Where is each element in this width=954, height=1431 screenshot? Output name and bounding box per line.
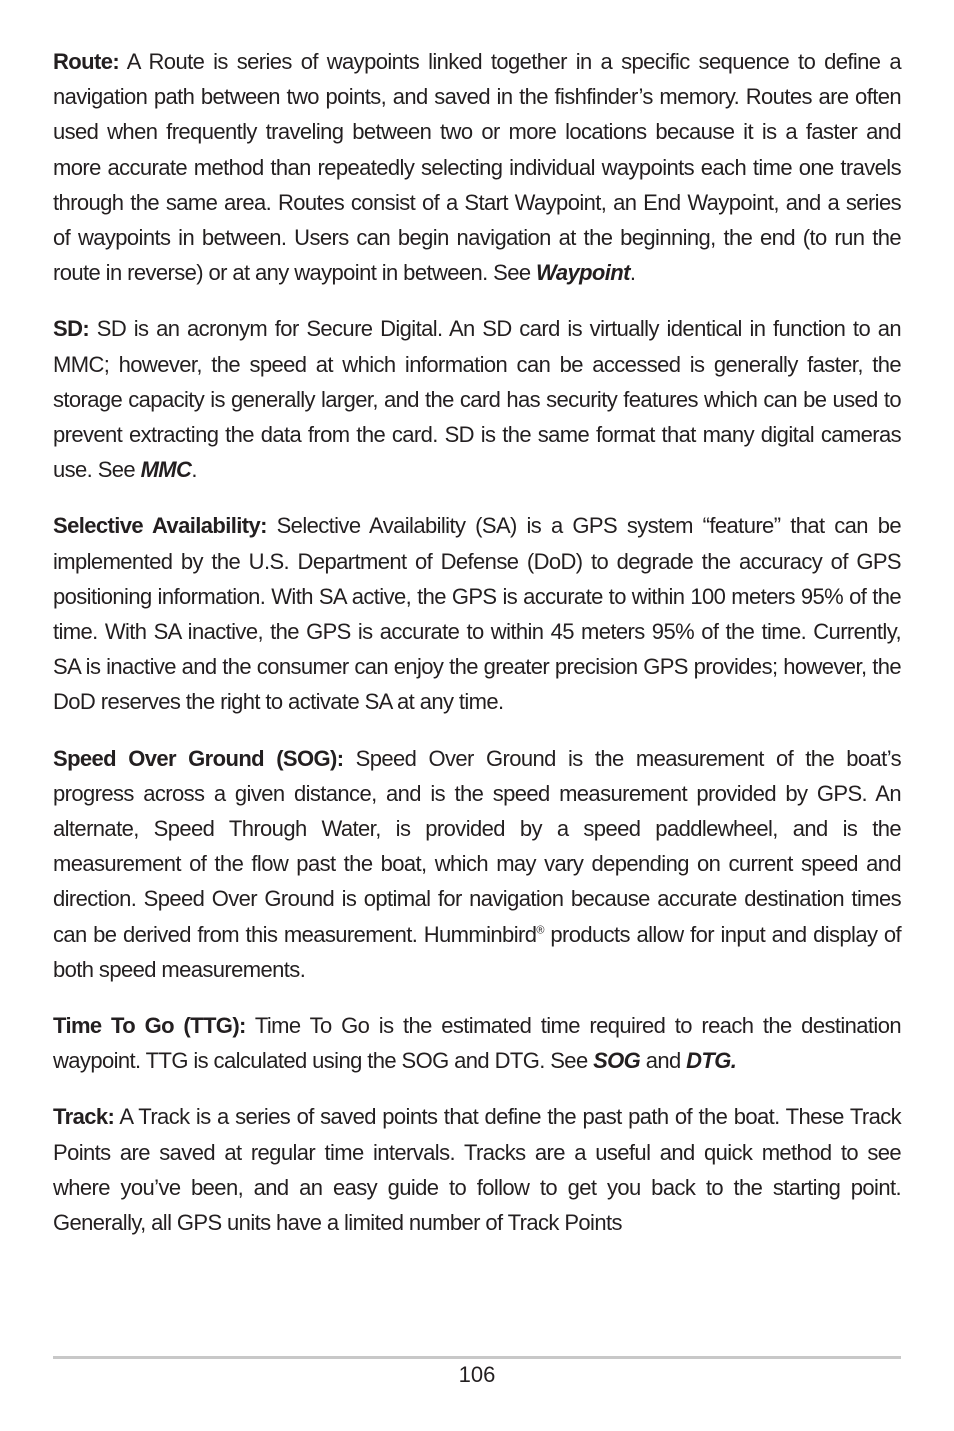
entry-body: SD is an acronym for Secure Digital. An SD card is virtually identical in function to an MMC; however, the speed at which information can be accessed is generally faster, the storage capacity is generally larger, and the card has security features which can be used to prevent extracting the data from the card. SD is the same format that many digital cameras use. See	[53, 316, 901, 483]
entry-body: Time To Go is the estimated time required to reach the destination waypoint. TTG is calculated using the SOG and DTG. See	[53, 1013, 901, 1074]
entry-body: A Track is a series of saved points that define the past path of the boat. These Track Points are saved at regular time intervals. Tracks are a useful and quick method to see where you’ve been, and an easy guide to follow to get you back to the starting point. Generally, all GPS units have a limited number of Track Points	[53, 1104, 901, 1236]
entry-body: Speed Over Ground is the measurement of the boat’s progress across a given distance, and is the speed measurement provided by GPS. An alternate, Speed Through Water, is provided by a speed paddlewheel, and is the measurement of the flow past the boat, which may vary depending on current speed and direction. Speed Over Ground is optimal for navigation because accurate destination times can be derived from this measurement. Humminbird	[53, 745, 901, 947]
registered-mark: ®	[536, 924, 544, 937]
footer-divider	[53, 1356, 901, 1359]
cross-reference-link[interactable]: Waypoint	[536, 260, 630, 286]
cross-reference-link[interactable]: SOG	[593, 1048, 641, 1074]
entry-tail: .	[629, 260, 636, 286]
glossary-entry-route	[53, 44, 901, 290]
cross-reference-link[interactable]: MMC	[140, 457, 192, 483]
entry-term: Time To Go (TTG):	[53, 1013, 246, 1039]
entry-tail: products allow for input and display of both speed measurements.	[53, 921, 901, 982]
entry-term: SD:	[53, 316, 90, 342]
glossary-entry-sog	[53, 741, 901, 987]
glossary-entry-selective-availability	[53, 508, 901, 719]
glossary-entry-sd	[53, 311, 901, 487]
entry-body: A Route is series of waypoints linked together in a specific sequence to define a navigation path between two points, and saved in the fishfinder’s memory. Routes are often used when frequently traveling between two or more locations because it is a faster and more accurate method than repeatedly selecting individual waypoints each time one travels through the same area. Routes consist of a Start Waypoint, an End Waypoint, and a series of waypoints in between. Users can begin navigation at the beginning, the end (to run the route in reverse) or at any waypoint in between. See	[53, 49, 901, 286]
cross-reference-link[interactable]: DTG.	[686, 1048, 737, 1074]
entry-tail: .	[191, 457, 197, 483]
entry-body: Selective Availability (SA) is a GPS system “feature” that can be implemented by the U.S. Department of Defense (DoD) to degrade the accuracy of GPS positioning information. With SA active, the GPS is accurate to within 100 meters 95% of the time. With SA inactive, the GPS is accurate to within 45 meters 95% of the time. Currently, SA is inactive and the consumer can enjoy the greater precision GPS provides; however, the DoD reserves the right to activate SA at any time.	[53, 513, 901, 715]
glossary-entry-track	[53, 1099, 901, 1240]
page-number: 106	[458, 1362, 496, 1387]
glossary-page-body	[53, 44, 901, 1261]
entry-term: Route:	[53, 49, 120, 74]
entry-term: Track:	[53, 1104, 115, 1130]
entry-mid: and	[640, 1048, 687, 1074]
glossary-entry-ttg	[53, 1008, 901, 1078]
entry-term: Speed Over Ground (SOG):	[53, 745, 344, 771]
entry-term: Selective Availability:	[53, 513, 267, 539]
